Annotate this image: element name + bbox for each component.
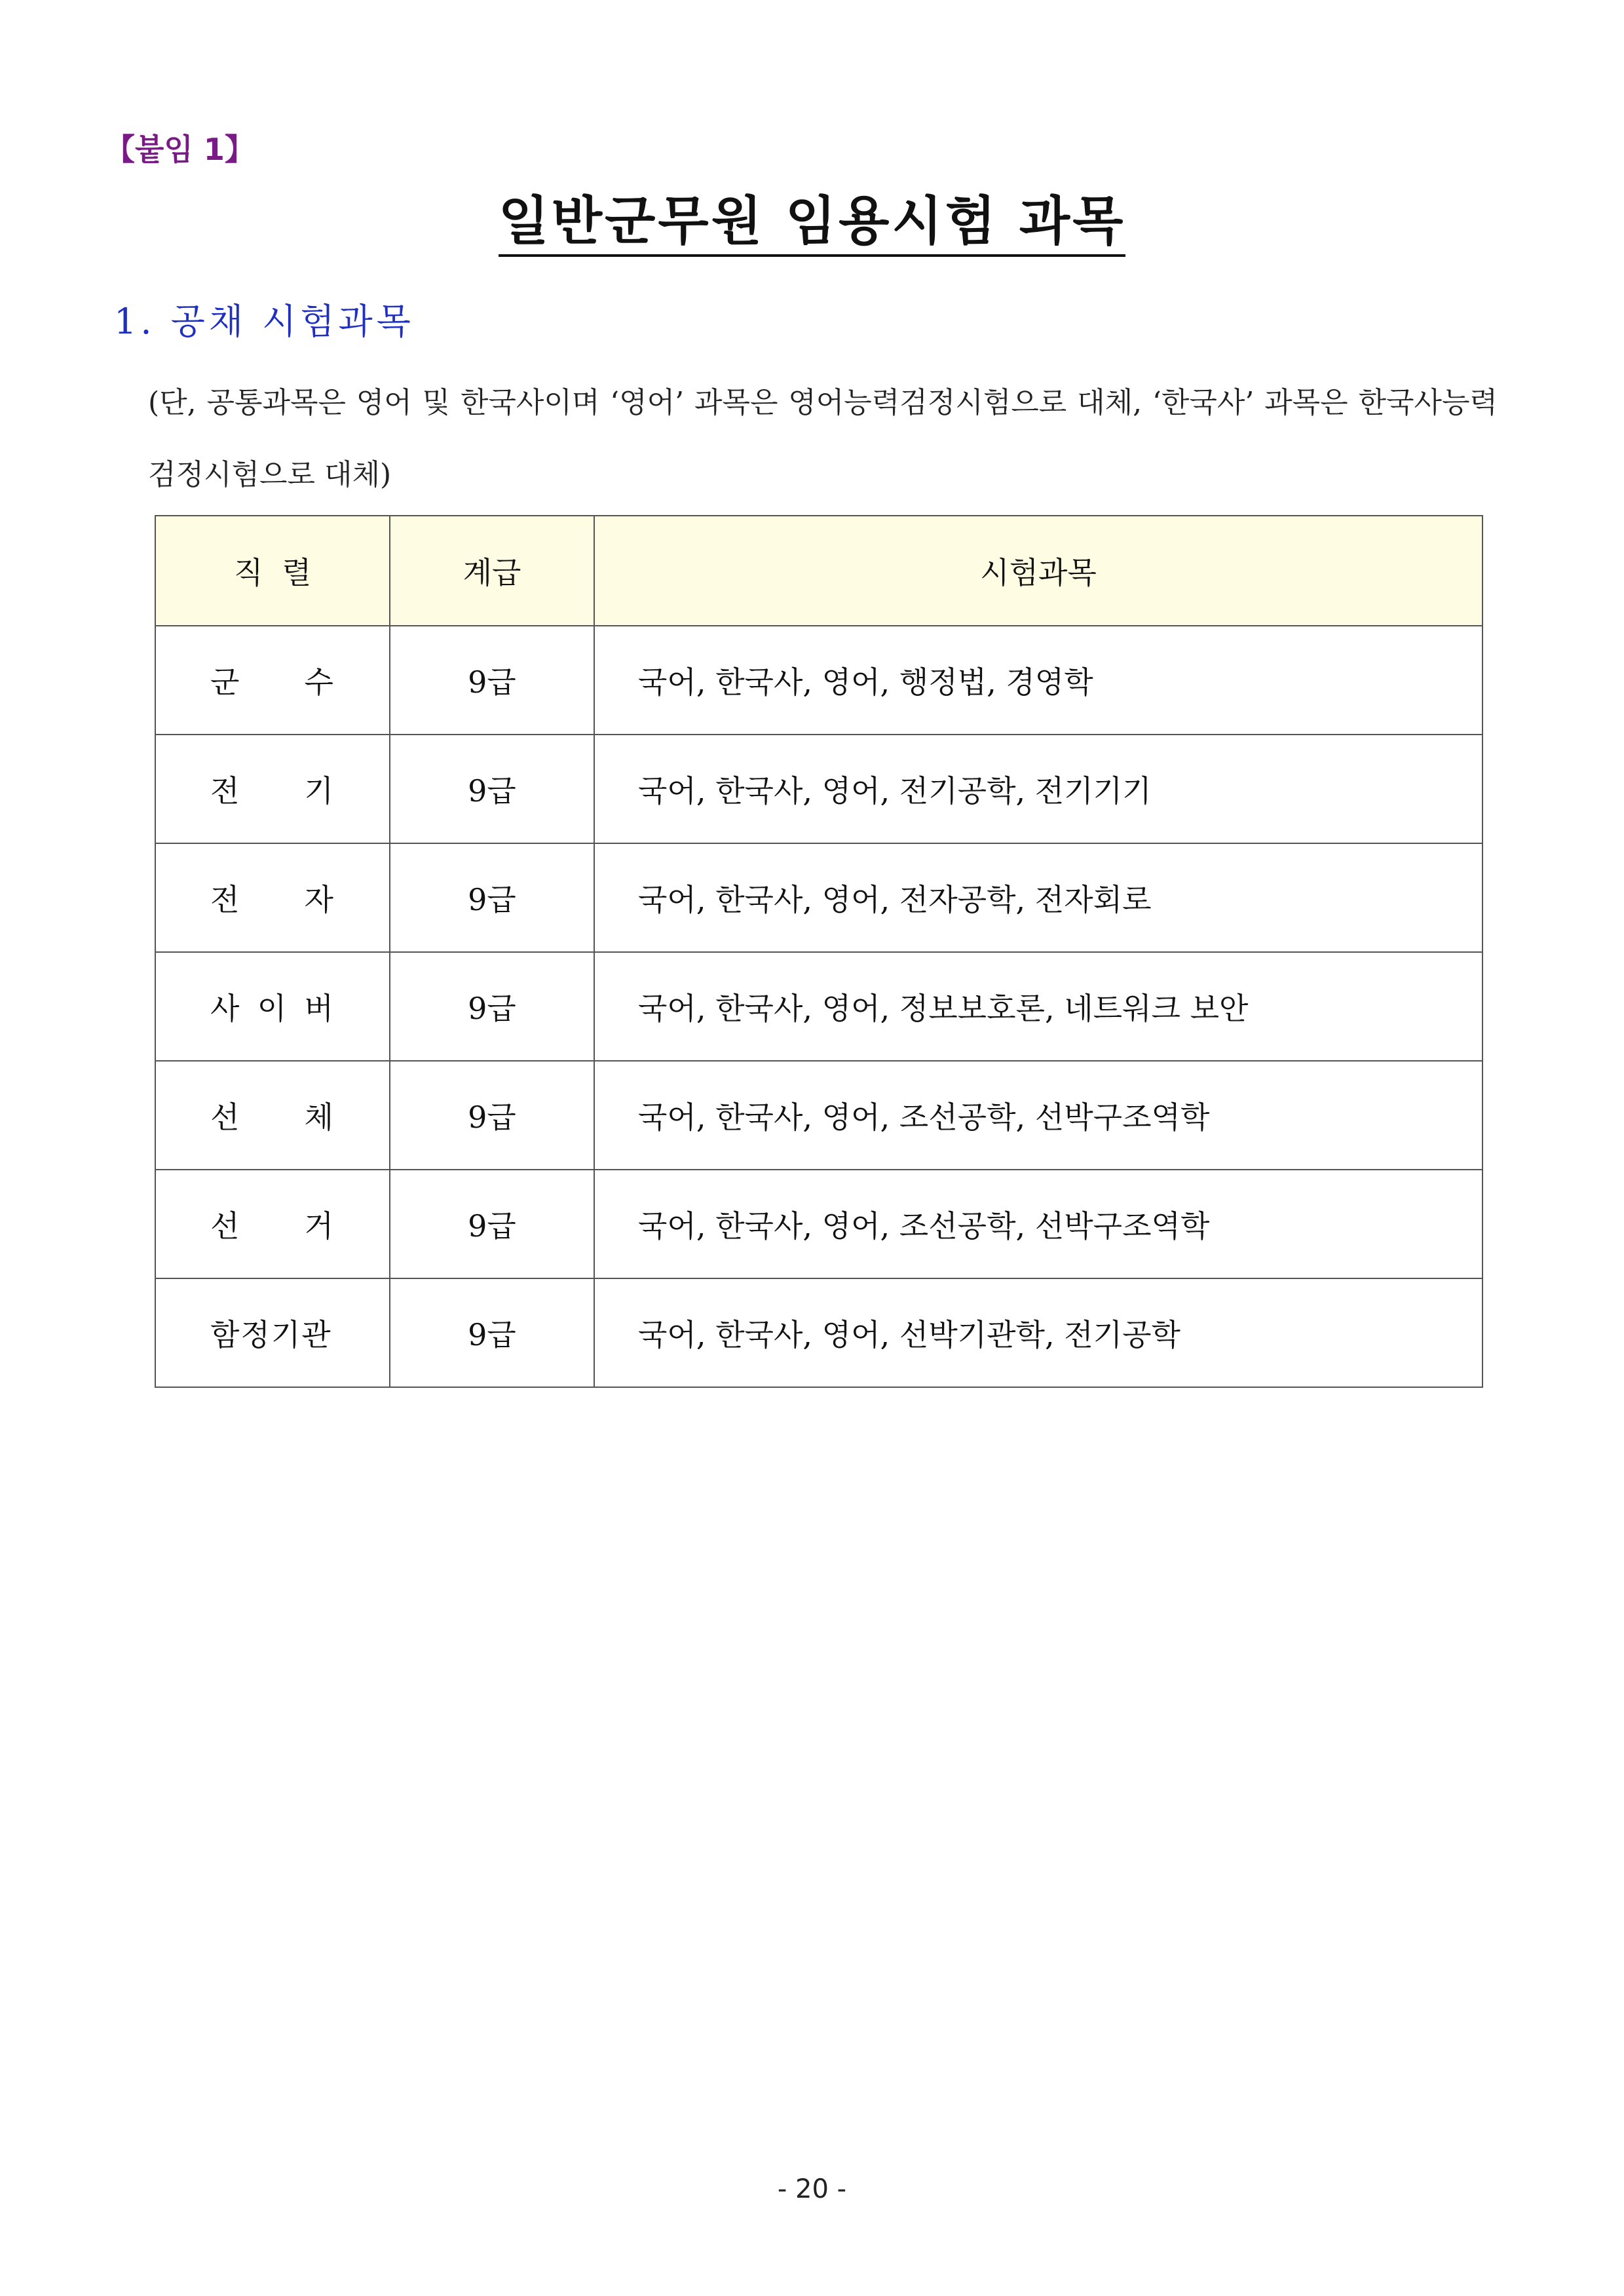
cell-subjects: 국어, 한국사, 영어, 전자공학, 전자회로	[594, 843, 1482, 952]
cell-series: 전 자	[155, 843, 390, 952]
cell-series: 함정기관	[155, 1278, 390, 1387]
table-row	[155, 735, 1482, 843]
cell-subjects: 국어, 한국사, 영어, 선박기관학, 전기공학	[594, 1278, 1482, 1387]
page-number: - 20 -	[777, 2174, 847, 2204]
table-row	[155, 952, 1482, 1061]
cell-series: 사 이 버	[155, 952, 390, 1061]
cell-subjects: 국어, 한국사, 영어, 조선공학, 선박구조역학	[594, 1170, 1482, 1278]
page-title-wrap	[0, 190, 1624, 262]
table-row	[155, 1170, 1482, 1278]
header-series: 직 렬	[155, 516, 390, 626]
table-row	[155, 626, 1482, 735]
cell-grade: 9급	[390, 1061, 594, 1170]
cell-grade: 9급	[390, 735, 594, 843]
cell-grade: 9급	[390, 1170, 594, 1278]
cell-subjects: 국어, 한국사, 영어, 전기공학, 전기기기	[594, 735, 1482, 843]
cell-grade: 9급	[390, 952, 594, 1061]
cell-subjects: 국어, 한국사, 영어, 조선공학, 선박구조역학	[594, 1061, 1482, 1170]
cell-grade: 9급	[390, 626, 594, 735]
table-row	[155, 1278, 1482, 1387]
cell-series: 군 수	[155, 626, 390, 735]
table-row	[155, 843, 1482, 952]
section-heading: 1. 공채 시험과목	[114, 301, 415, 342]
cell-series: 선 거	[155, 1170, 390, 1278]
cell-subjects: 국어, 한국사, 영어, 정보보호론, 네트워크 보안	[594, 952, 1482, 1061]
attachment-label: 【붙임 1】	[105, 132, 255, 167]
page-title: 일반군무원 임용시험 과목	[499, 190, 1126, 257]
cell-series: 선 체	[155, 1061, 390, 1170]
cell-series: 전 기	[155, 735, 390, 843]
table-row	[155, 1061, 1482, 1170]
header-grade: 계급	[390, 516, 594, 626]
cell-grade: 9급	[390, 1278, 594, 1387]
header-subjects: 시험과목	[594, 516, 1482, 626]
cell-subjects: 국어, 한국사, 영어, 행정법, 경영학	[594, 626, 1482, 735]
cell-grade: 9급	[390, 843, 594, 952]
table-header-row	[155, 516, 1482, 626]
exam-subjects-table	[155, 515, 1483, 1388]
note-paragraph: (단, 공통과목은 영어 및 한국사이며 ‘영어’ 과목은 영어능력검정시험으로 대체, ‘한국사’ 과목은 한국사능력검정시험으로 대체)	[148, 386, 1498, 491]
